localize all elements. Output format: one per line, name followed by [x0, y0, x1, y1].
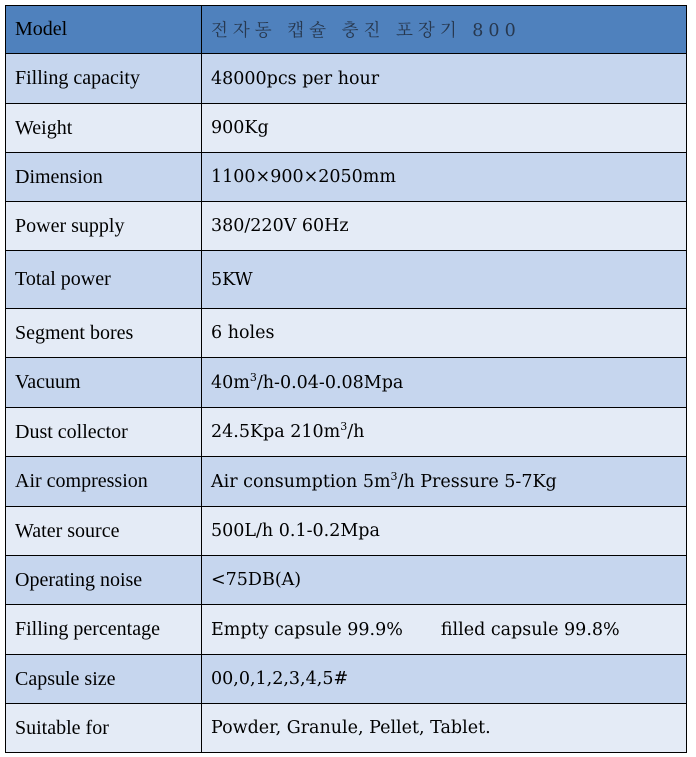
table-row-vacuum — [6, 358, 687, 408]
table-row-dimension — [6, 153, 687, 202]
row-value: Powder, Granule, Pellet, Tablet. — [202, 704, 687, 753]
table-row-filling-percentage — [6, 605, 687, 655]
row-value: 전자동 캡슐 충진 포장기 800 — [202, 6, 687, 54]
row-value: Air consumption $5m^3/h$ Pressure 5-7Kg — [202, 457, 687, 507]
row-value: 500L/h 0.1-0.2Mpa — [202, 507, 687, 556]
row-value: 48000pcs per hour — [202, 54, 687, 104]
table-row-total-power — [6, 251, 687, 309]
table-row-weight — [6, 104, 687, 153]
row-label: Capsule size — [6, 655, 202, 704]
table-row-operating-noise — [6, 556, 687, 605]
row-value: 900Kg — [202, 104, 687, 153]
table-row-suitable-for — [6, 704, 687, 753]
row-value: Empty capsule 99.9% filled capsule 99.8% — [202, 605, 687, 655]
row-value: 380/220V 60Hz — [202, 202, 687, 251]
row-value: <75DB(A) — [202, 556, 687, 605]
row-label: Filling capacity — [6, 54, 202, 104]
table-row-dust-collector — [6, 408, 687, 457]
table-row-capsule-size — [6, 655, 687, 704]
row-label: Segment bores — [6, 309, 202, 358]
row-value: 6 holes — [202, 309, 687, 358]
table-row-water-source — [6, 507, 687, 556]
row-label: Operating noise — [6, 556, 202, 605]
spec-table — [5, 5, 687, 753]
row-label: Dimension — [6, 153, 202, 202]
table-row-segment-bores — [6, 309, 687, 358]
table-row-power-supply — [6, 202, 687, 251]
row-label: Water source — [6, 507, 202, 556]
row-label: Power supply — [6, 202, 202, 251]
row-label: Suitable for — [6, 704, 202, 753]
row-label: Air compression — [6, 457, 202, 507]
table-row-model — [6, 6, 687, 54]
row-label: Vacuum — [6, 358, 202, 408]
row-value: 1100×900×2050mm — [202, 153, 687, 202]
row-label: Filling percentage — [6, 605, 202, 655]
row-value: 00,0,1,2,3,4,5# — [202, 655, 687, 704]
row-label: Weight — [6, 104, 202, 153]
table-row-air-compression — [6, 457, 687, 507]
row-label: Dust collector — [6, 408, 202, 457]
row-value: 5KW — [202, 251, 687, 309]
row-label: Model — [6, 6, 202, 54]
table-row-filling-capacity — [6, 54, 687, 104]
row-value: 24.5Kpa $210m^3/h$ — [202, 408, 687, 457]
row-value: $40m^3/h-0.04-0.08Mpa$ — [202, 358, 687, 408]
row-label: Total power — [6, 251, 202, 309]
